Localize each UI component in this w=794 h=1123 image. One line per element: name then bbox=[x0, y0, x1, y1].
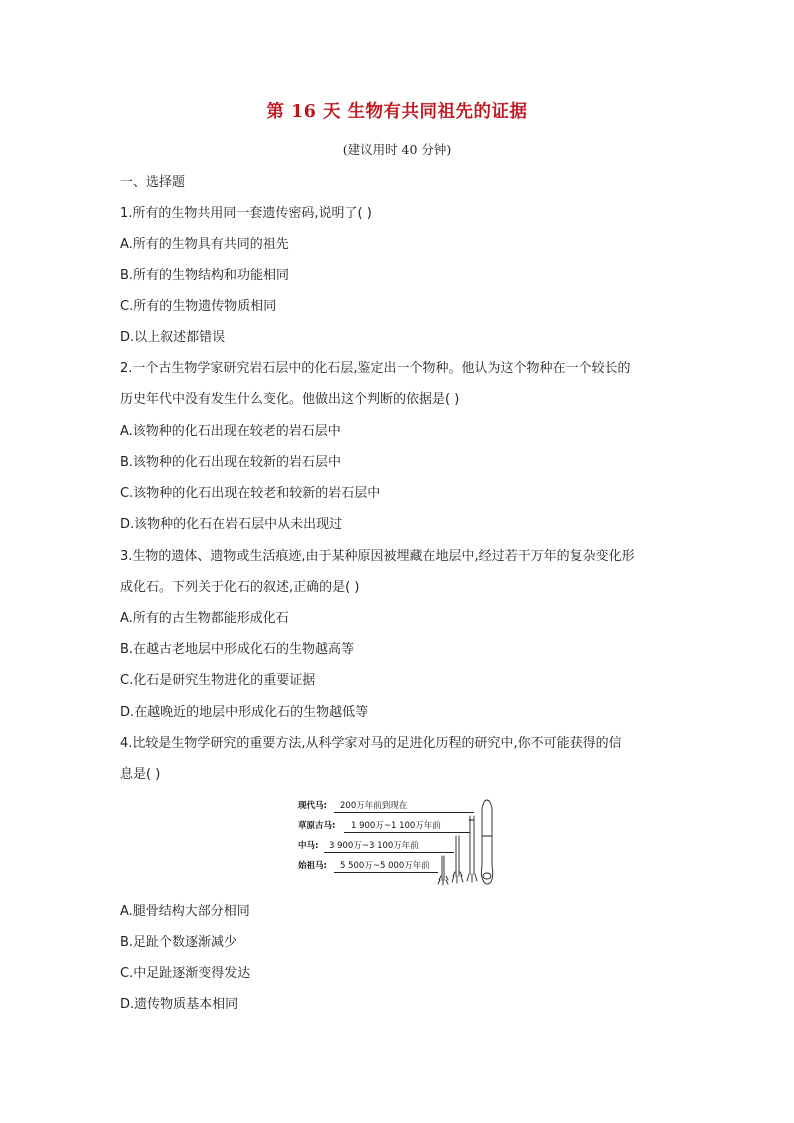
figure-period-middle-horse: 3 900万~3 100万年前 bbox=[329, 841, 419, 851]
question-3-option-c: C.化石是研究生物进化的重要证据 bbox=[120, 673, 316, 688]
time-suggestion: (建议用时 40 分钟) bbox=[342, 142, 452, 157]
question-1-option-b: B.所有的生物结构和功能相同 bbox=[120, 268, 290, 283]
question-1-option-a: A.所有的生物具有共同的祖先 bbox=[120, 237, 289, 252]
figure-label-eohippus: 始祖马: bbox=[298, 861, 327, 871]
question-4-option-c: C.中足趾逐渐变得发达 bbox=[120, 966, 251, 981]
question-3-stem-line-2: 成化石。下列关于化石的叙述,正确的是( ) bbox=[120, 580, 360, 595]
horse-foot-evolution-figure bbox=[296, 796, 502, 888]
question-3-option-a: A.所有的古生物都能形成化石 bbox=[120, 611, 289, 626]
question-2-stem-line-2: 历史年代中没有发生什么变化。他做出这个判断的依据是( ) bbox=[120, 392, 460, 407]
figure-rule bbox=[334, 872, 438, 873]
figure-label-modern-horse: 现代马: bbox=[298, 801, 327, 811]
question-3-option-d: D.在越晚近的地层中形成化石的生物越低等 bbox=[120, 705, 369, 720]
question-4-option-d: D.遗传物质基本相同 bbox=[120, 997, 239, 1012]
figure-period-eohippus: 5 500万~5 000万年前 bbox=[340, 861, 430, 871]
question-2-option-b: B.该物种的化石出现在较新的岩石层中 bbox=[120, 455, 342, 470]
question-4-option-a: A.腿骨结构大部分相同 bbox=[120, 904, 250, 919]
question-1-option-c: C.所有的生物遗传物质相同 bbox=[120, 299, 277, 314]
question-2-option-a: A.该物种的化石出现在较老的岩石层中 bbox=[120, 424, 341, 439]
question-2-stem-line-1: 2.一个古生物学家研究岩石层中的化石层,鉴定出一个物种。他认为这个物种在一个较长的 bbox=[120, 361, 631, 376]
page-title: 第 16 天 生物有共同祖先的证据 bbox=[266, 102, 528, 122]
question-3-option-b: B.在越古老地层中形成化石的生物越高等 bbox=[120, 642, 355, 657]
figure-label-middle-horse: 中马: bbox=[298, 841, 319, 851]
question-4-stem-line-1: 4.比较是生物学研究的重要方法,从科学家对马的足进化历程的研究中,你不可能获得的信 bbox=[120, 736, 622, 751]
figure-period-modern-horse: 200万年前到现在 bbox=[340, 801, 408, 811]
question-3-stem-line-1: 3.生物的遗体、遗物或生活痕迹,由于某种原因被埋藏在地层中,经过若干万年的复杂变化形 bbox=[120, 549, 635, 564]
horse-leg-bones-illustration bbox=[436, 796, 502, 888]
question-2-option-d: D.该物种的化石在岩石层中从未出现过 bbox=[120, 517, 343, 532]
question-4-option-b: B.足趾个数逐渐减少 bbox=[120, 935, 238, 950]
figure-rule bbox=[324, 852, 454, 853]
figure-period-grassland-horse: 1 900万~1 100万年前 bbox=[351, 821, 441, 831]
question-4-stem-line-2: 息是( ) bbox=[120, 767, 161, 782]
question-2-option-c: C.该物种的化石出现在较老和较新的岩石层中 bbox=[120, 486, 381, 501]
question-1-stem: 1.所有的生物共用同一套遗传密码,说明了( ) bbox=[120, 206, 372, 221]
figure-label-grassland-horse: 草原古马: bbox=[298, 821, 336, 831]
section-heading: 一、选择题 bbox=[120, 175, 186, 190]
question-1-option-d: D.以上叙述都错误 bbox=[120, 330, 226, 345]
